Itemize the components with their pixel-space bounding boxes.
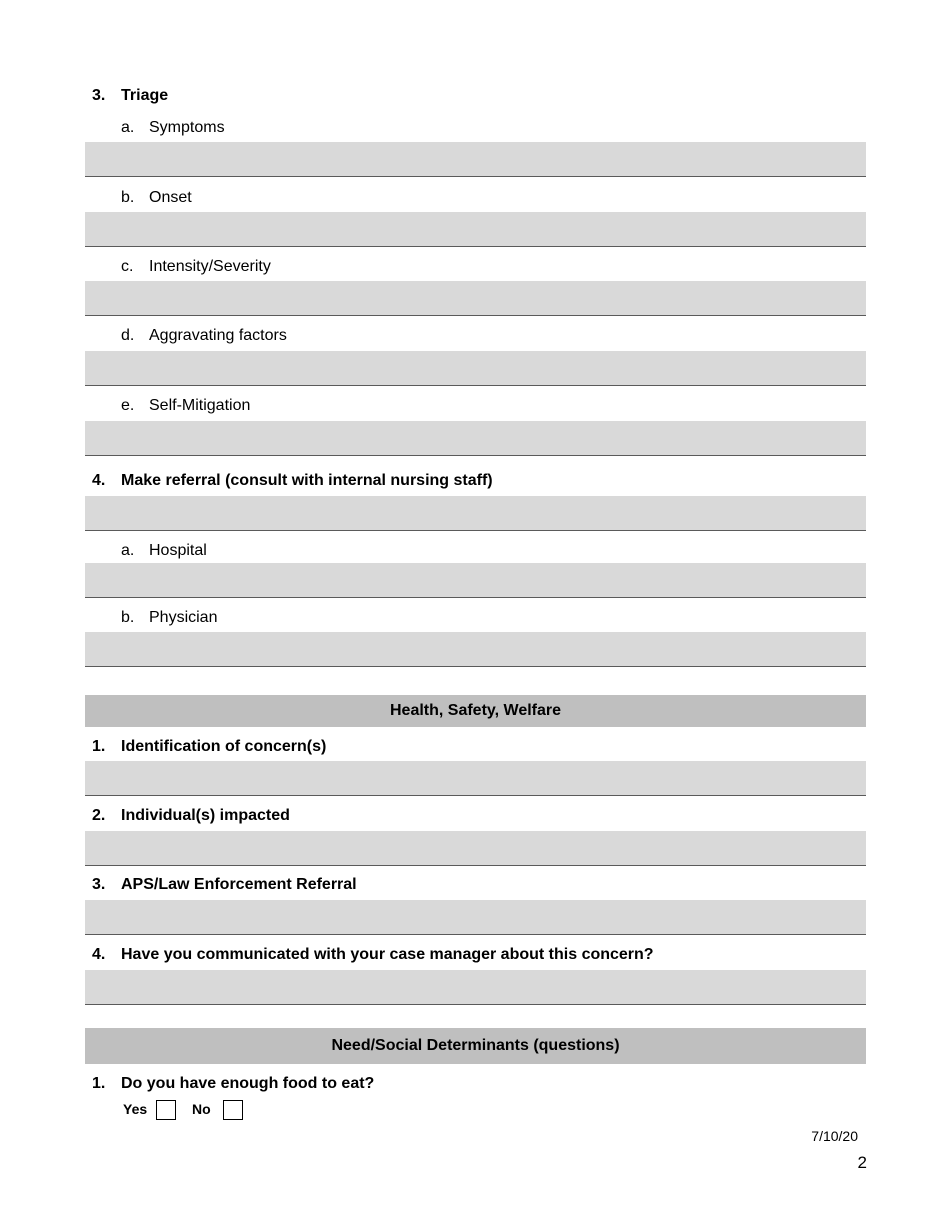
footer-date: 7/10/20 [811,1128,858,1144]
onset-label: Onset [149,189,192,206]
aggravating-letter: d. [121,327,135,344]
hospital-letter: a. [121,542,135,559]
aps-referral-field[interactable] [85,900,866,935]
food-yes-checkbox[interactable] [156,1100,176,1120]
individuals-impacted-field[interactable] [85,831,866,866]
symptoms-label: Symptoms [149,119,225,136]
needs-q1-number: 1. [92,1075,106,1092]
intensity-field[interactable] [85,281,866,316]
triage-heading: Triage [121,87,169,104]
self-mitigation-field[interactable] [85,421,866,456]
symptoms-letter: a. [121,119,135,136]
physician-label: Physician [149,609,218,626]
intensity-letter: c. [121,258,134,275]
self-mitigation-letter: e. [121,397,135,414]
needs-q1-label: Do you have enough food to eat? [121,1075,375,1092]
concern-identification-field[interactable] [85,761,866,796]
food-no-label: No [192,1101,211,1117]
hsw-q3-number: 3. [92,876,106,893]
referral-field[interactable] [85,496,866,531]
symptoms-field[interactable] [85,142,866,177]
triage-number: 3. [92,87,106,104]
needs-banner: Need/Social Determinants (questions) [85,1028,866,1064]
page-number: 2 [857,1153,867,1172]
hsw-q3-label: APS/Law Enforcement Referral [121,876,357,893]
aggravating-label: Aggravating factors [149,327,287,344]
hsw-q4-number: 4. [92,946,106,963]
hospital-field[interactable] [85,563,866,598]
physician-letter: b. [121,609,135,626]
self-mitigation-label: Self-Mitigation [149,397,251,414]
case-manager-field[interactable] [85,970,866,1005]
hsw-banner: Health, Safety, Welfare [85,695,866,727]
hsw-q1-label: Identification of concern(s) [121,738,327,755]
food-yes-label: Yes [123,1101,148,1117]
hsw-q2-number: 2. [92,807,106,824]
hospital-label: Hospital [149,542,207,559]
referral-heading: Make referral (consult with internal nursing staff) [121,472,493,489]
onset-field[interactable] [85,212,866,247]
food-no-checkbox[interactable] [223,1100,243,1120]
onset-letter: b. [121,189,135,206]
physician-field[interactable] [85,632,866,667]
referral-number: 4. [92,472,106,489]
aggravating-field[interactable] [85,351,866,386]
hsw-q1-number: 1. [92,738,106,755]
hsw-q4-label: Have you communicated with your case manager about this concern? [121,946,654,963]
intensity-label: Intensity/Severity [149,258,271,275]
hsw-q2-label: Individual(s) impacted [121,807,290,824]
